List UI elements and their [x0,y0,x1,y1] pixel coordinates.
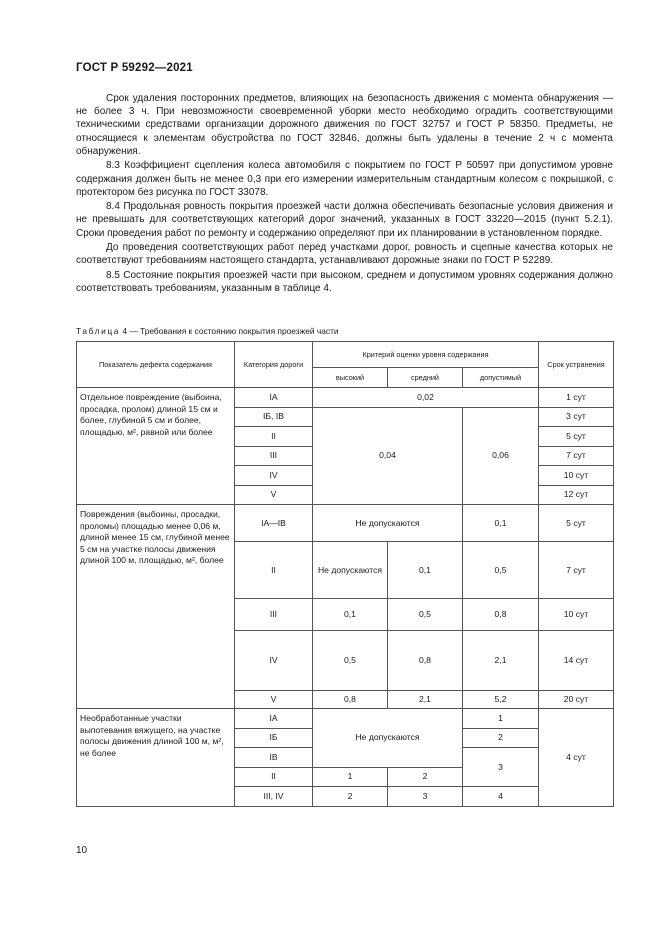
g3-cat: III, IV [235,787,313,807]
g2-acceptable: 0,1 [463,505,539,542]
g2-term: 20 сут [539,691,614,709]
table-caption [76,326,339,336]
g3-medium: 2 [388,767,463,787]
header-criteria: Критерий оценки уровня содержания [313,342,539,368]
g2-cat: V [235,691,313,709]
g1-cat: IA [235,388,313,408]
g1-cat: V [235,485,313,505]
g1-term: 1 сут [539,388,614,408]
g2-label: Повреждения (выбоины, просадки, проломы) площадью менее 0,06 м, длиной менее 15 см, глубиной менее 5 см на участке полосы движения длиной 100 м, площадью, м², более [77,505,235,709]
g2-term: 5 сут [539,505,614,542]
g2-high: 0,5 [313,631,388,691]
g1-term: 7 сут [539,446,614,466]
g2-cat: II [235,542,313,599]
g2-cat: IV [235,631,313,691]
g2-acceptable: 0,8 [463,599,539,631]
g2-medium: 0,8 [388,631,463,691]
g2-term: 10 сут [539,599,614,631]
g2-cat: III [235,599,313,631]
g3-term: 4 сут [539,709,614,807]
g1-cat: II [235,427,313,447]
g1-cat: IV [235,466,313,486]
g1-high-medium-value: 0,04 [313,407,463,505]
g3-label: Необработанные участки выпотевания вяжущего, на участке полосы движения длиной 100 м, м², не более [77,709,235,807]
g1-cat: IБ, IB [235,407,313,427]
g2-medium: 0,5 [388,599,463,631]
g2-term: 14 сут [539,631,614,691]
g1-cat: III [235,446,313,466]
g1-acceptable-value: 0,06 [463,407,539,505]
g2-acceptable: 5,2 [463,691,539,709]
header-category: Категория дороги [235,342,313,388]
g2-not-allowed-split: Не допускаются [313,542,388,599]
g3-acceptable: 3 [463,748,539,787]
g1-term: 12 сут [539,485,614,505]
table-caption-text: 4 — Требования к состоянию покрытия проезжей части [122,326,339,336]
g3-not-allowed: Не допускаются [313,709,463,768]
g3-medium: 3 [388,787,463,807]
g2-not-allowed: Не допускаются [313,505,463,542]
g3-acceptable: 2 [463,728,539,748]
g2-acceptable: 2,1 [463,631,539,691]
g1-row1-value: 0,02 [313,388,539,408]
g2-medium: 2,1 [388,691,463,709]
header-medium: средний [388,368,463,388]
g2-term: 7 сут [539,542,614,599]
table-row [77,388,614,408]
g2-high: 0,8 [313,691,388,709]
paragraph-removal: Срок удаления посторонних предметов, влияющих на безопасность движения с момента обнаружения — не более 3 ч. При невозможности своевременной уборки место необходимо оградить соответствующими техническими средствами организации дорожного движения по ГОСТ 32757 и ГОСТ Р 58350. Предметы, не относящиеся к элементам обустройства по ГОСТ 32846, должны быть удалены в течение 2 ч с момента обнаружения. [76,93,613,157]
header-indicator: Показатель дефекта содержания [77,342,235,388]
paragraph-8-5: 8.5 Состояние покрытия проезжей части при высоком, среднем и допустимом уровнях содержания должно соответствовать требованиям, указанным в таблице 4. [76,269,613,295]
g1-label: Отдельное повреждение (выбоина, просадка, пролом) длиной 15 см и более, глубиной 5 см и более, площадью, м², равной или более [77,388,235,505]
g2-medium: 0,1 [388,542,463,599]
g3-high: 1 [313,767,388,787]
g1-term: 5 сут [539,427,614,447]
paragraph-8-3: 8.3 Коэффициент сцепления колеса автомобиля с покрытием по ГОСТ Р 50597 при допустимом уровне содержания должен быть не менее 0,3 при его измерении измерительным стандартным колесом с покрышкой, с протектором без рисунка по ГОСТ 33078. [76,160,613,198]
table-row [77,505,614,542]
g3-cat: IA [235,709,313,729]
g2-cat: IA—IB [235,505,313,542]
paragraph-road-signs: До проведения соответствующих работ перед участками дорог, ровность и сцепные качества которых не соответствуют требованиям настоящего стандарта, устанавливают дорожные знаки по ГОСТ Р 52289. [76,242,613,267]
g2-acceptable: 0,5 [463,542,539,599]
page-number: 10 [76,845,88,856]
table-caption-prefix: Таблица [76,326,121,336]
g2-high: 0,1 [313,599,388,631]
g3-cat: IБ [235,728,313,748]
table-header-row [77,342,614,368]
header-high: высокий [313,368,388,388]
g1-term: 3 сут [539,407,614,427]
requirements-table [76,341,614,807]
header-acceptable: допустимый [463,368,539,388]
g3-acceptable: 1 [463,709,539,729]
document-header: ГОСТ Р 59292—2021 [76,62,193,74]
g3-cat: II [235,767,313,787]
table-row [77,709,614,729]
g1-term: 10 сут [539,466,614,486]
g3-cat: IB [235,748,313,768]
header-term: Срок устранения [539,342,614,388]
g3-high: 2 [313,787,388,807]
g3-acceptable: 4 [463,787,539,807]
body-text [76,92,613,297]
paragraph-8-4: 8.4 Продольная ровность покрытия проезжей части должна обеспечивать безопасные условия движения и не превышать для соответствующих категорий дорог значений, указанных в ГОСТ 33220—2015 (пункт 5.2.1). Сроки проведения работ по ремонту и содержанию определяют при их планировании в установленном порядке. [76,201,613,239]
